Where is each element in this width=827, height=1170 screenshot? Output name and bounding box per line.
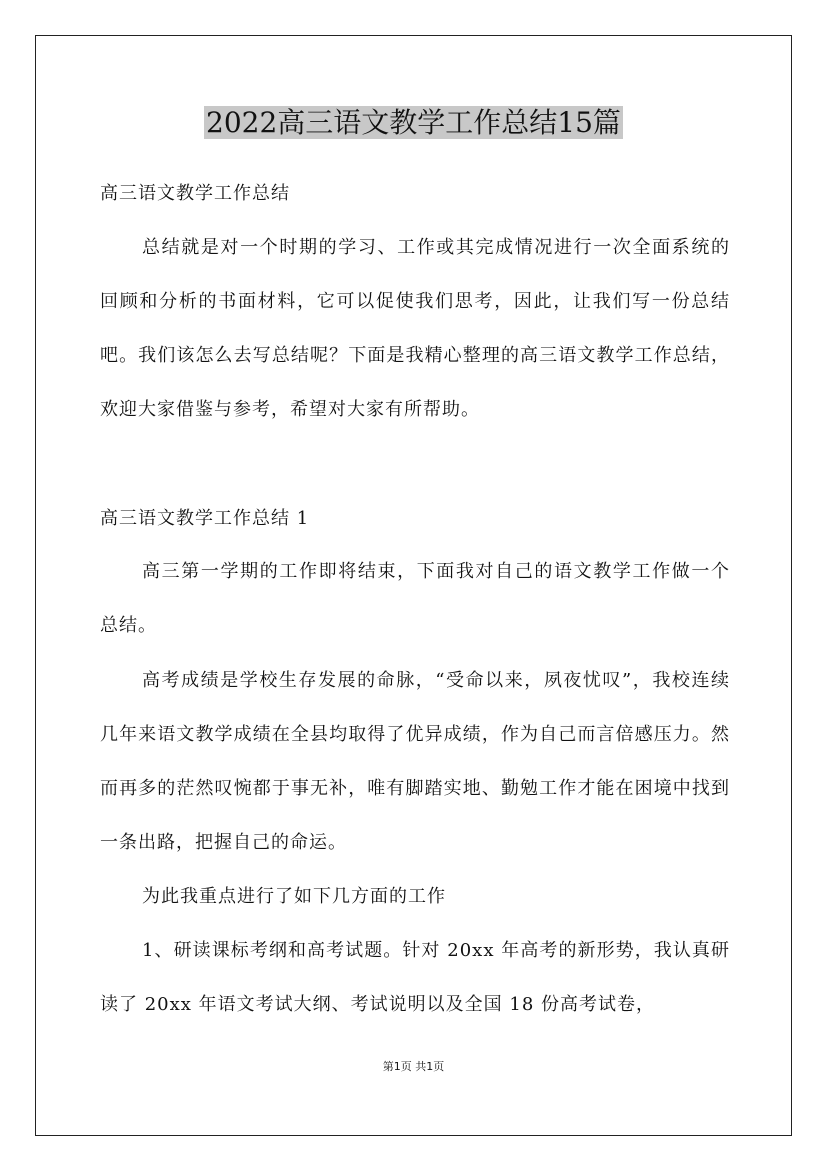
body-paragraph-3: 为此我重点进行了如下几方面的工作 bbox=[142, 886, 446, 907]
document-title-text: 2022高三语文教学工作总结15篇 bbox=[206, 106, 621, 139]
body-paragraph-4: 1、研读课标考纲和高考试题。针对 20xx 年高考的新形势，我认真研读了 20xx 年语文考试大纲、考试说明以及全国 18 份高考试卷， bbox=[100, 940, 730, 1015]
page-footer: 第1页 共1页 bbox=[382, 1060, 445, 1073]
document-title bbox=[0, 103, 827, 143]
body-paragraph-2: 高考成绩是学校生存发展的命脉，“受命以来，夙夜忧叹”，我校连续几年来语文教学成绩在全县均取得了优异成绩，作为自己而言倍感压力。然而再多的茫然叹惋都于事无补，唯有脚踏实地、勤勉工作才能在困境中找到一条出路，把握自己的命运。 bbox=[100, 670, 730, 853]
section-heading-numbered: 高三语文教学工作总结 1 bbox=[100, 508, 310, 529]
intro-paragraph: 总结就是对一个时期的学习、工作或其完成情况进行一次全面系统的回顾和分析的书面材料，它可以促使我们思考，因此，让我们写一份总结吧。我们该怎么去写总结呢？下面是我精心整理的高三语文教学工作总结，欢迎大家借鉴与参考，希望对大家有所帮助。 bbox=[100, 237, 730, 420]
section-heading: 高三语文教学工作总结 bbox=[100, 183, 290, 204]
body-paragraph-1: 高三第一学期的工作即将结束，下面我对自己的语文教学工作做一个总结。 bbox=[100, 561, 730, 636]
